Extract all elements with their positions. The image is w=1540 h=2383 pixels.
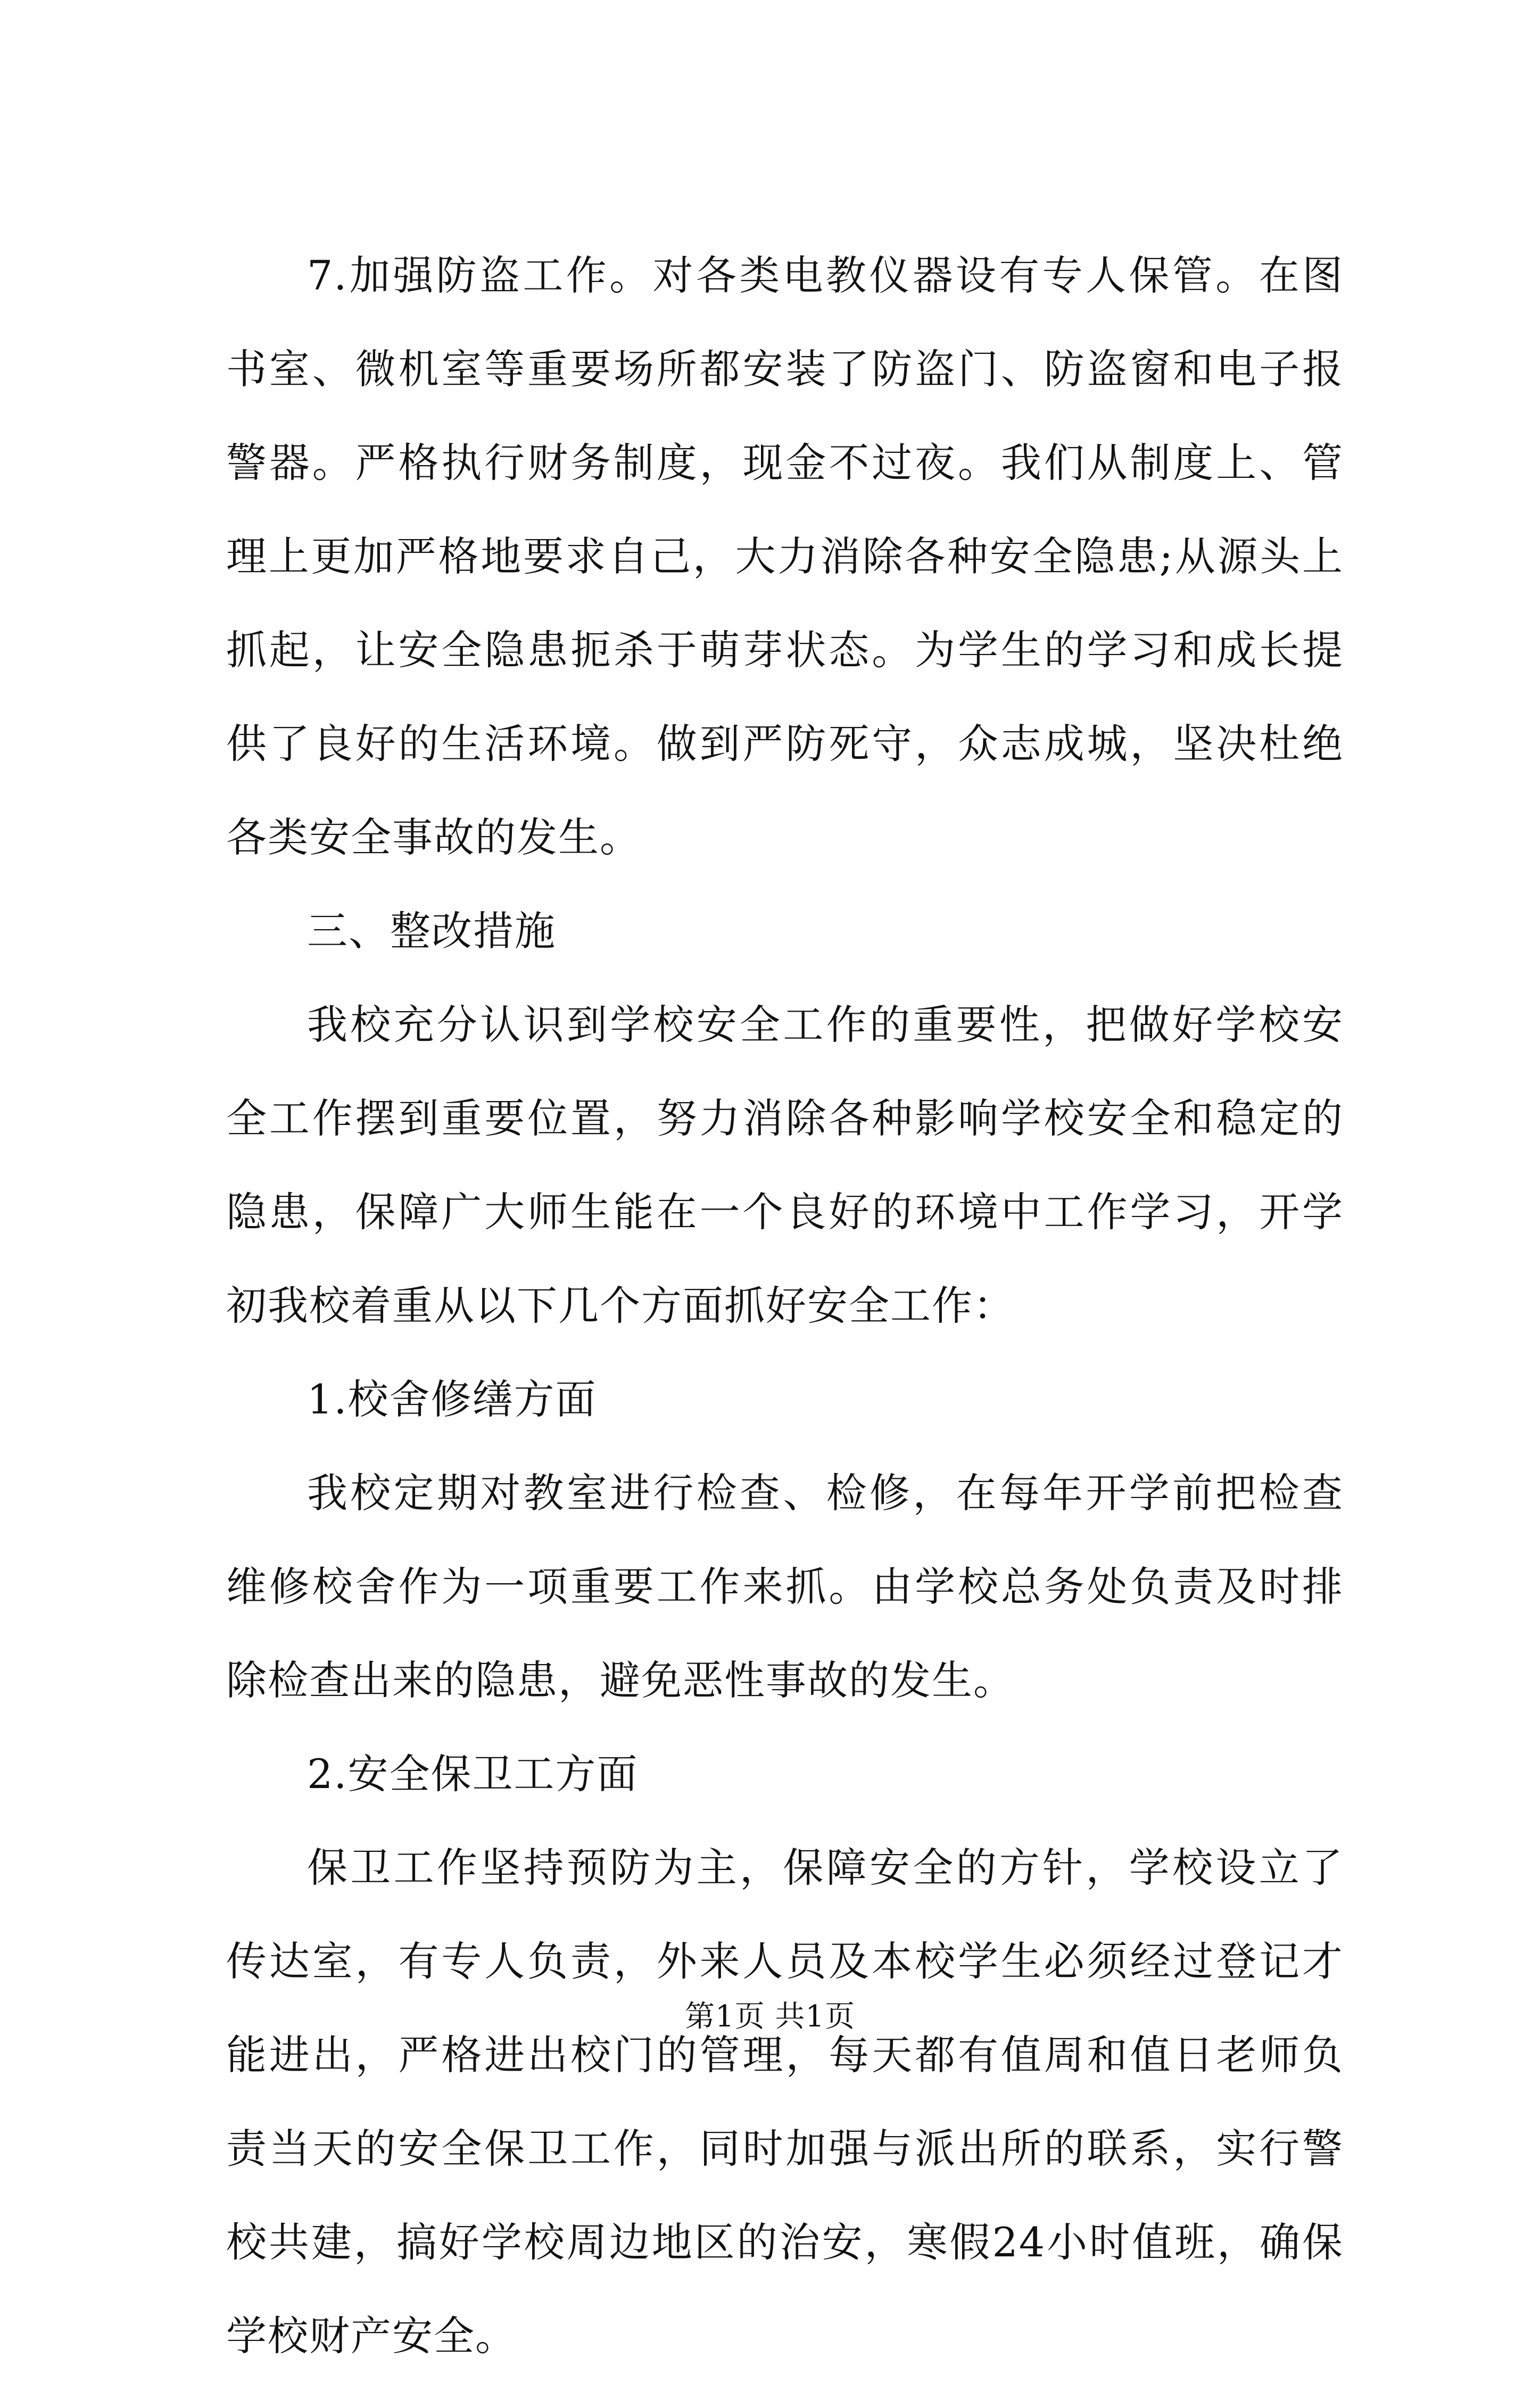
subheading-security-guard: 2.安全保卫工方面 <box>307 1750 639 1798</box>
paragraph-rectification-intro: 我校充分认识到学校安全工作的重要性，把做好学校安全工作摆到重要位置，努力消除各种影响学校安全和稳定的隐患，保障广大师生能在一个良好的环境中工作学习，开学初我校着重从以下几个方面抓好安全工作： <box>226 1001 1344 1329</box>
page-footer: 第1页 共1页 <box>684 1999 856 2034</box>
paragraph-antitheft: 7.加强防盗工作。对各类电教仪器设有专人保管。在图书室、微机室等重要场所都安装了防盗门、防盗窗和电子报警器。严格执行财务制度，现金不过夜。我们从制度上、管理上更加严格地要求自己，大力消除各种安全隐患;从源头上抓起，让安全隐患扼杀于萌芽状态。为学生的学习和成长提供了良好的生活环境。做到严防死守，众志成城，坚决杜绝各类安全事故的发生。 <box>226 252 1344 861</box>
paragraph-security-guard: 保卫工作坚持预防为主，保障安全的方针，学校设立了传达室，有专人负责，外来人员及本校学生必须经过登记才能进出，严格进出校门的管理，每天都有值周和值日老师负责当天的安全保卫工作，同时加强与派出所的联系，实行警校共建，搞好学校周边地区的治安，寒假24小时值班，确保学校财产安全。 <box>226 1844 1344 2360</box>
document-body <box>226 229 1344 2383</box>
paragraph-building-repair: 我校定期对教室进行检查、检修，在每年开学前把检查维修校舍作为一项重要工作来抓。由学校总务处负责及时排除检查出来的隐患，避免恶性事故的发生。 <box>226 1469 1344 1704</box>
subheading-building-repair: 1.校舍修缮方面 <box>307 1376 597 1423</box>
section-heading-rectification: 三、整改措施 <box>307 907 556 955</box>
